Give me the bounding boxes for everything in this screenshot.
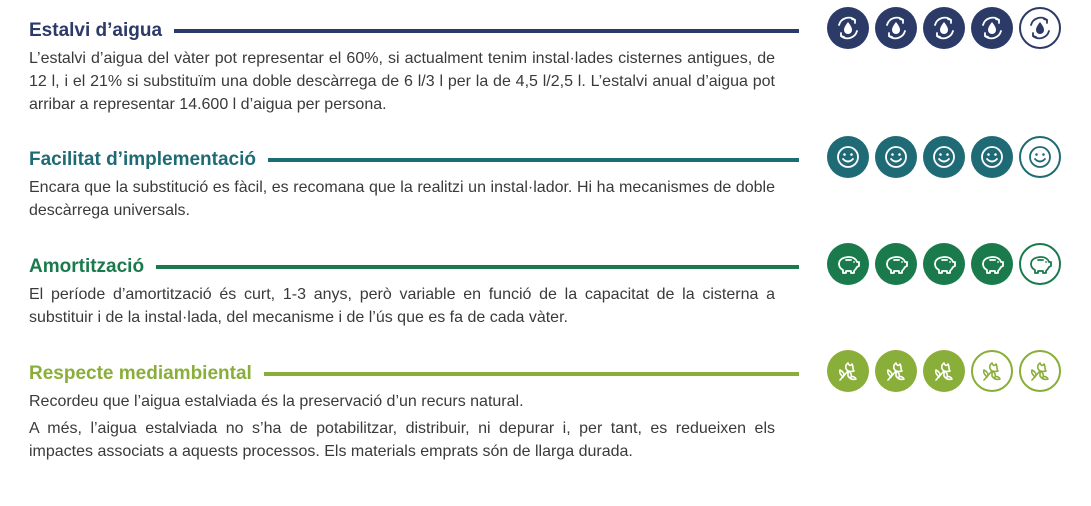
section-heading-row: [29, 253, 799, 281]
smiley-face-icon: [1019, 136, 1061, 178]
rating-icons: [827, 243, 1061, 285]
water-drop-recycle-icon: [875, 7, 917, 49]
section-heading-row: [29, 360, 799, 388]
piggy-bank-icon: [875, 243, 917, 285]
section-paragraph: El període d’amortització és curt, 1-3 anys, però variable en funció de la capacitat de la cisterna a substituir i de la instal·lada, del mecanisme i de l’ús que es fa de cada vàter.: [29, 286, 775, 326]
piggy-bank-icon: [923, 243, 965, 285]
rating-icons: [827, 136, 1061, 178]
section-title: Amortització: [29, 253, 156, 281]
section-heading-row: [29, 17, 799, 45]
water-drop-recycle-icon: [971, 7, 1013, 49]
payback-section: [29, 253, 1091, 329]
section-title: Respecte mediambiental: [29, 360, 264, 388]
water-drop-recycle-icon: [827, 7, 869, 49]
piggy-bank-icon: [971, 243, 1013, 285]
smiley-face-icon: [827, 136, 869, 178]
section-paragraph: Recordeu que l’aigua estalviada és la preservació d’un recurs natural.: [29, 393, 524, 410]
oak-leaf-icon: [1019, 350, 1061, 392]
rating-icons: [827, 7, 1061, 49]
piggy-bank-icon: [827, 243, 869, 285]
section-description: [29, 283, 775, 329]
smiley-face-icon: [875, 136, 917, 178]
water-section: [29, 17, 1091, 116]
section-description: [29, 47, 775, 116]
section-heading-row: [29, 146, 799, 174]
section-paragraph: Encara que la substitució es fàcil, es recomana que la realitzi un instal·lador. Hi ha mecanismes de doble descàrrega universals.: [29, 179, 775, 219]
environment-section: [29, 360, 1091, 463]
oak-leaf-icon: [971, 350, 1013, 392]
section-paragraph: L’estalvi d’aigua del vàter pot representar el 60%, si actualment tenim instal·lades cisternes antigues, de 12 l, i el 21% si substituïm una doble descàrrega de 6 l/3 l per la de 4,5 l/2,5 l. L’estalvi anual d’aigua pot arribar a representar 14.600 l d’aigua per persona.: [29, 50, 775, 113]
water-drop-recycle-icon: [923, 7, 965, 49]
rating-icons: [827, 350, 1061, 392]
oak-leaf-icon: [875, 350, 917, 392]
oak-leaf-icon: [827, 350, 869, 392]
section-title: Estalvi d’aigua: [29, 17, 174, 45]
water-drop-recycle-icon: [1019, 7, 1061, 49]
section-paragraph: A més, l’aigua estalviada no s’ha de potabilitzar, distribuir, ni depurar i, per tant, es redueixen els impactes associats a aquests processos. Els materials emprats són de llarga durada.: [29, 420, 775, 460]
section-description: [29, 390, 775, 463]
section-description: [29, 176, 775, 222]
oak-leaf-icon: [923, 350, 965, 392]
smiley-face-icon: [923, 136, 965, 178]
section-title: Facilitat d’implementació: [29, 146, 268, 174]
piggy-bank-icon: [1019, 243, 1061, 285]
smiley-face-icon: [971, 136, 1013, 178]
ease-section: [29, 146, 1091, 222]
